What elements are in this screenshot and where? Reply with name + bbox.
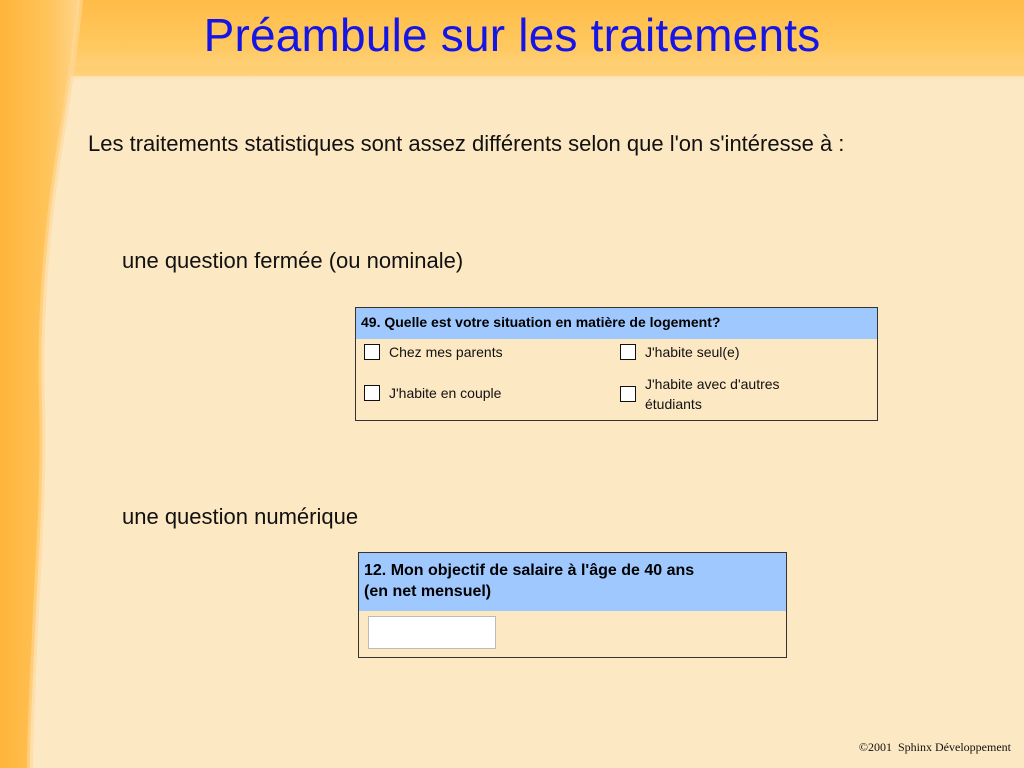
option-label: Chez mes parents — [389, 344, 503, 360]
option-label: J'habite en couple — [389, 385, 502, 401]
section-heading-closed: une question fermée (ou nominale) — [122, 248, 464, 273]
option-label: J'habite avec d'autres étudiants — [645, 376, 780, 412]
footer-copyright: ©2001 Sphinx Développement — [858, 740, 1011, 754]
option-chez-mes-parents[interactable] — [364, 344, 503, 360]
closed-question-card — [355, 307, 878, 421]
closed-question-label: 49. Quelle est votre situation en matière de logement? — [356, 308, 877, 339]
checkbox[interactable] — [620, 344, 636, 360]
left-decorative-band — [0, 0, 120, 768]
option-label: J'habite seul(e) — [645, 344, 740, 360]
header-band-fade — [0, 66, 1024, 80]
option-habite-en-couple[interactable] — [364, 385, 501, 401]
numeric-question-label-line2: (en net mensuel) — [364, 583, 492, 600]
section-heading-numeric: une question numérique — [122, 504, 359, 529]
numeric-question-label-line1: 12. Mon objectif de salaire à l'âge de 40 ans — [364, 562, 695, 579]
numeric-question-label — [359, 553, 786, 611]
numeric-question-card — [358, 552, 787, 658]
checkbox[interactable] — [620, 386, 636, 402]
option-habite-avec-etudiants[interactable] — [620, 374, 830, 414]
slide-title: Préambule sur les traitements — [203, 9, 821, 61]
checkbox[interactable] — [364, 385, 380, 401]
salary-input[interactable] — [368, 616, 496, 649]
option-habite-seul[interactable] — [620, 344, 740, 360]
checkbox[interactable] — [364, 344, 380, 360]
intro-text: Les traitements statistiques sont assez différents selon que l'on s'intéresse à : — [88, 131, 845, 156]
